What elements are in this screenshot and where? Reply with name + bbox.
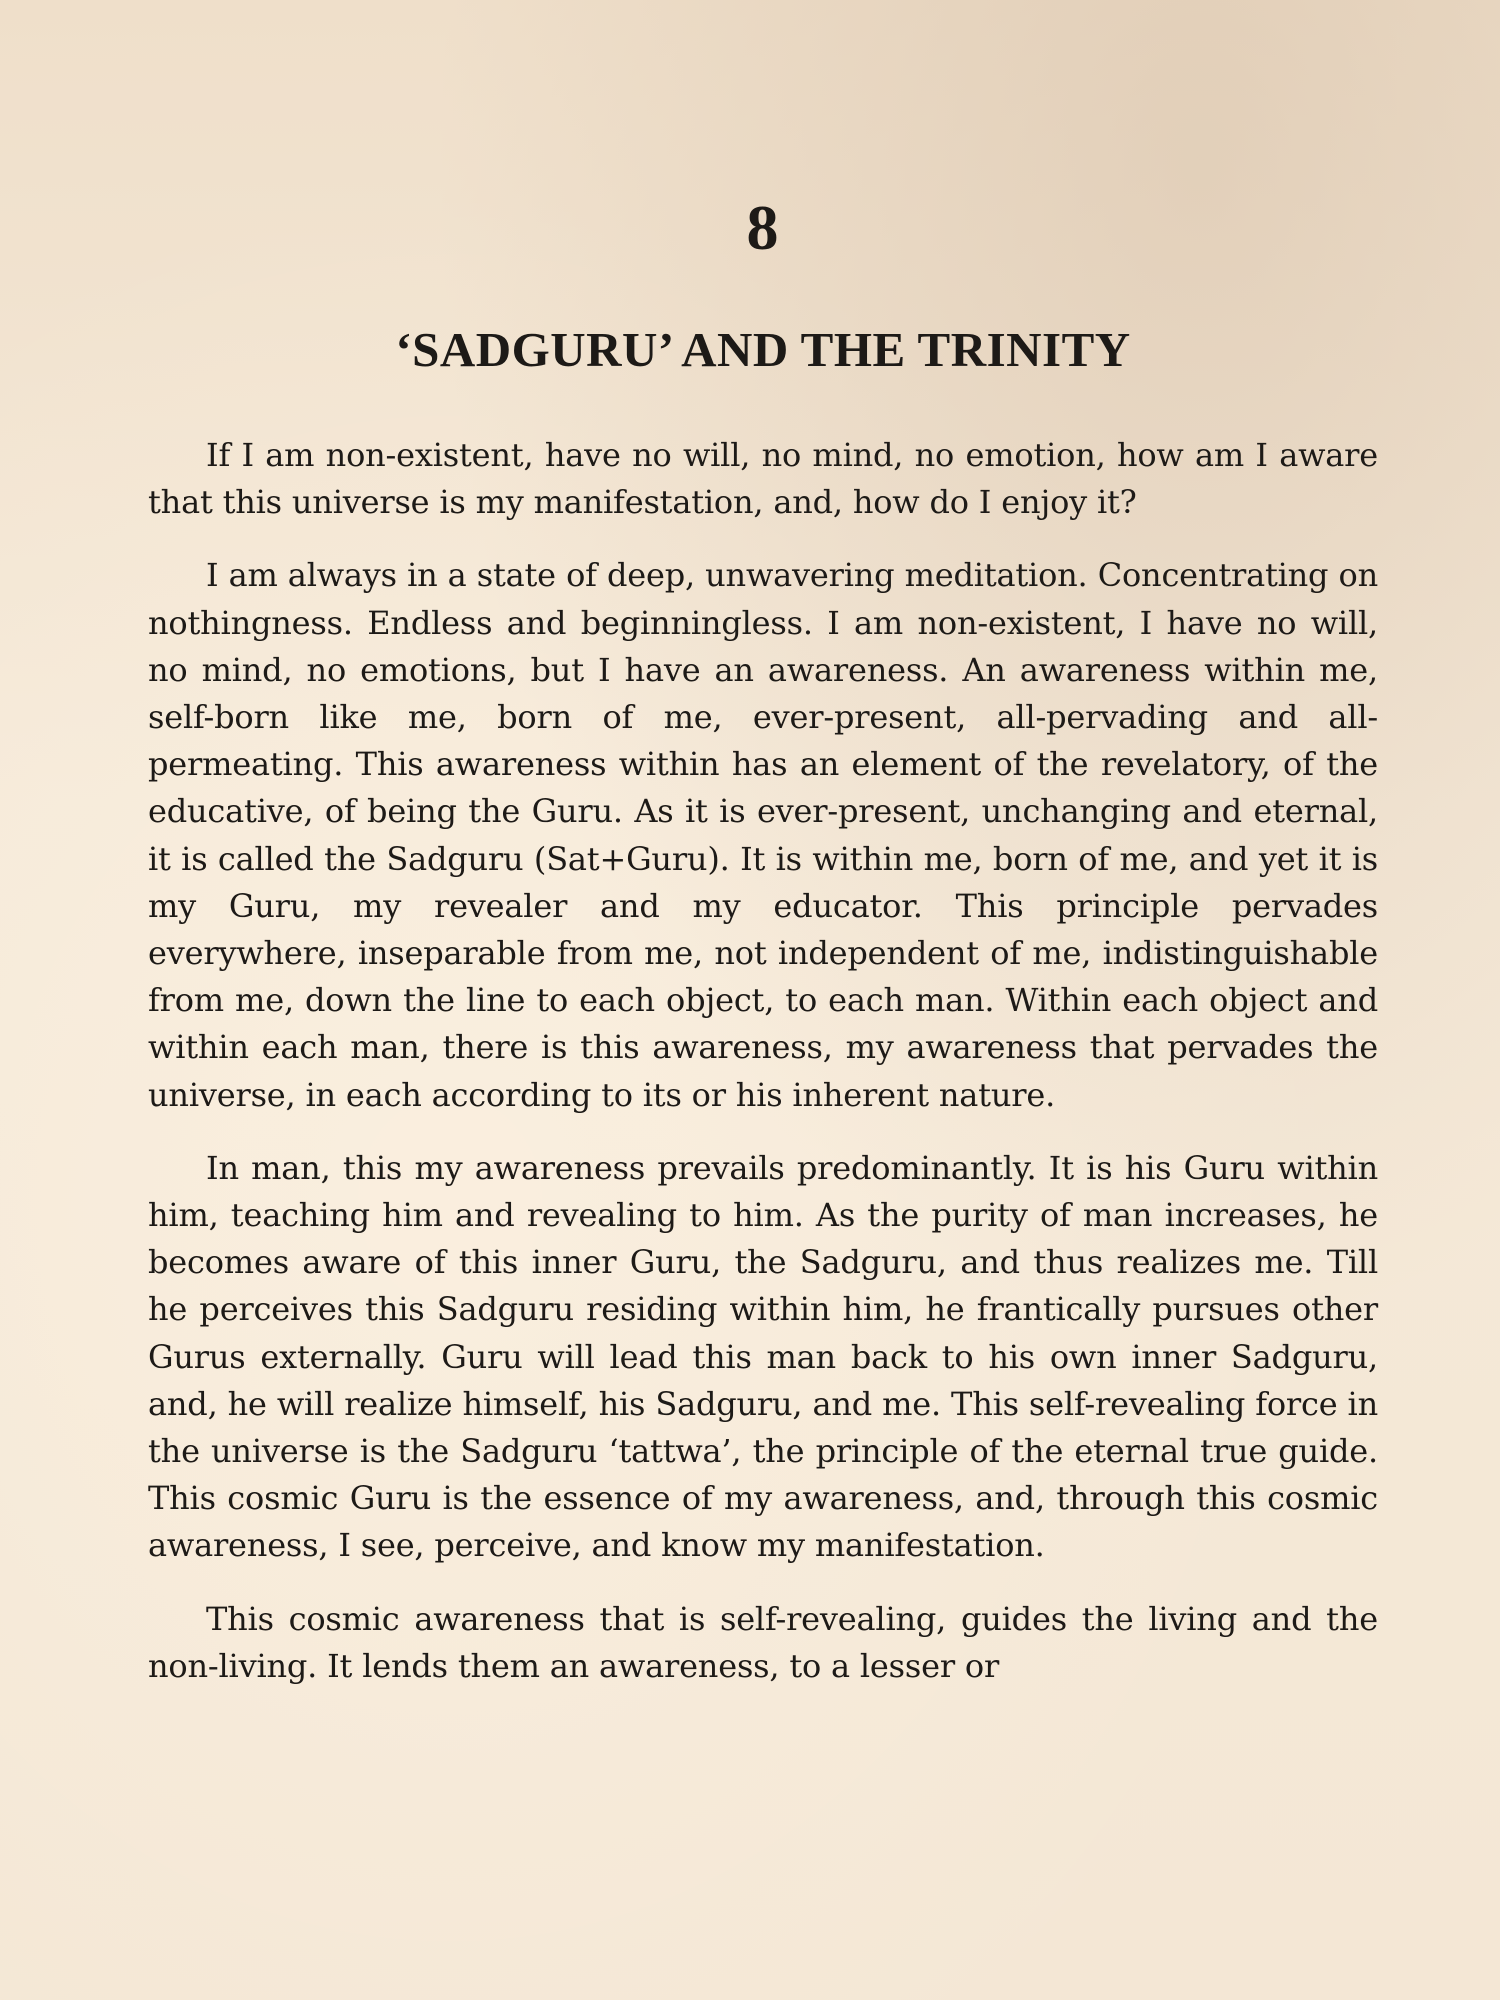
paragraph-2: I am always in a state of deep, unwavering meditation. Concentrating on nothingness. Endless and beginningless. I am non-existent, I have no will, no mind, no emotions, but I have an awareness. An awareness within me, self-born like me, born of me, ever-present, all-pervading and all-permeating. This awareness within has an element of the revelatory, of the educative, of being the Guru. As it is ever-present, unchanging and eternal, it is called the Sadguru (Sat+Guru). It is within me, born of me, and yet it is my Guru, my revealer and my educator. This principle pervades everywhere, inseparable from me, not independent of me, indistinguishable from me, down the line to each object, to each man. Within each object and within each man, there is this awareness, my awareness that pervades the universe, in each according to its or his inherent nature. [148, 556, 1378, 1114]
book-page [148, 0, 1378, 2000]
paragraph-4: This cosmic awareness that is self-revealing, guides the living and the non-living. It lends them an awareness, to a lesser or [148, 1599, 1378, 1685]
chapter-body [148, 432, 1378, 1716]
paragraph-3: In man, this my awareness prevails predominantly. It is his Guru within him, teaching him and revealing to him. As the purity of man increases, he becomes aware of this inner Guru, the Sadguru, and thus realizes me. Till he perceives this Sadguru residing within him, he frantically pursues other Gurus externally. Guru will lead this man back to his own inner Sadguru, and, he will realize himself, his Sadguru, and me. This self-revealing force in the universe is the Sadguru ‘tattwa’, the principle of the eternal true guide. This cosmic Guru is the essence of my awareness, and, through this cosmic awareness, I see, perceive, and know my manifestation. [148, 1148, 1378, 1565]
chapter-title: ‘SADGURU’ AND THE TRINITY [395, 322, 1131, 377]
paragraph-1: If I am non-existent, have no will, no mind, no emotion, how am I aware that this universe is my manifestation, and, how do I enjoy it? [148, 436, 1378, 522]
chapter-number: 8 [746, 192, 780, 263]
